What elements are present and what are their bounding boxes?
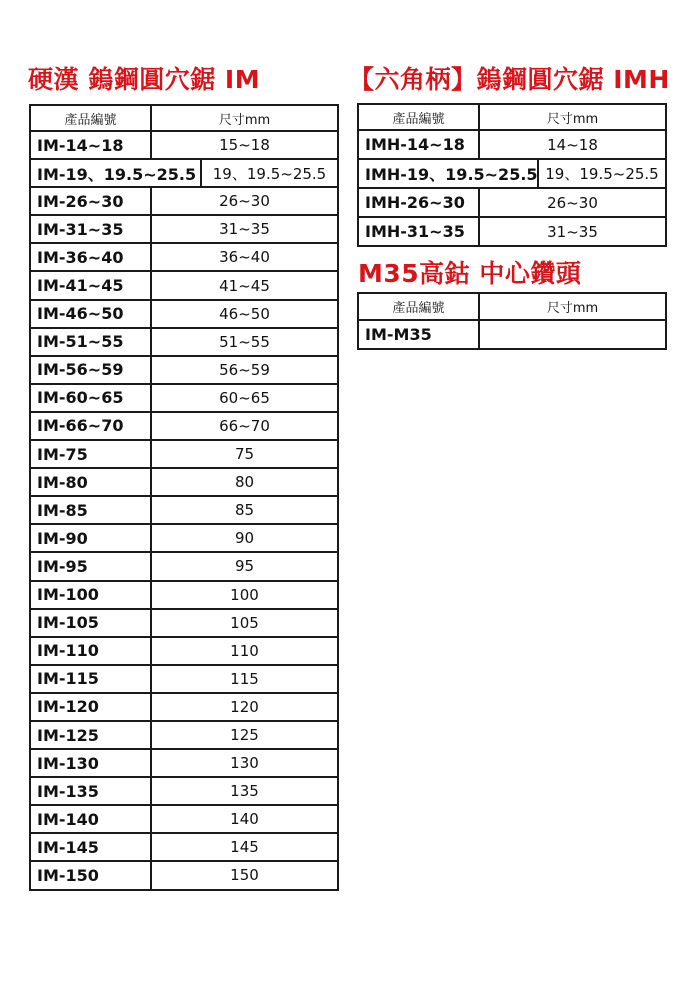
table-row-split xyxy=(30,159,338,187)
product-code: IM-110 xyxy=(30,637,151,665)
table-row xyxy=(30,861,338,889)
product-code: IM-115 xyxy=(30,665,151,693)
table-row xyxy=(30,131,338,159)
table-header-row xyxy=(30,105,338,131)
table-row xyxy=(30,721,338,749)
table-row xyxy=(30,243,338,271)
table-row xyxy=(30,412,338,440)
table-row xyxy=(30,609,338,637)
product-code: IM-60~65 xyxy=(30,384,151,412)
product-size: 135 xyxy=(151,777,338,805)
product-size: 140 xyxy=(151,805,338,833)
product-size: 125 xyxy=(151,721,338,749)
table-row-split xyxy=(358,159,666,188)
product-size: 150 xyxy=(151,861,338,889)
imh-spec-table xyxy=(357,103,667,247)
product-size: 36~40 xyxy=(151,243,338,271)
table-row xyxy=(30,496,338,524)
product-code: IM-135 xyxy=(30,777,151,805)
product-size: 31~35 xyxy=(151,215,338,243)
product-code: IM-26~30 xyxy=(30,187,151,215)
product-size: 46~50 xyxy=(151,300,338,328)
product-code: IM-56~59 xyxy=(30,356,151,384)
product-size: 41~45 xyxy=(151,271,338,299)
table-header-row xyxy=(358,293,666,320)
product-size: 110 xyxy=(151,637,338,665)
table-row xyxy=(30,833,338,861)
product-code: IM-85 xyxy=(30,496,151,524)
table-row xyxy=(30,777,338,805)
product-code: IM-130 xyxy=(30,749,151,777)
product-size: 51~55 xyxy=(151,328,338,356)
product-code: IM-31~35 xyxy=(30,215,151,243)
product-code: IM-95 xyxy=(30,552,151,580)
product-size: 19、19.5~25.5 xyxy=(545,165,659,183)
product-code: IM-41~45 xyxy=(30,271,151,299)
header-code: 產品編號 xyxy=(358,104,479,130)
table-row xyxy=(30,384,338,412)
product-code: IM-46~50 xyxy=(30,300,151,328)
table-row xyxy=(358,188,666,217)
table-row xyxy=(30,271,338,299)
header-size: 尺寸mm xyxy=(479,293,666,320)
product-size: 90 xyxy=(151,524,338,552)
header-size: 尺寸mm xyxy=(479,104,666,130)
product-code: IM-51~55 xyxy=(30,328,151,356)
table-row xyxy=(358,130,666,159)
product-code: IMH-19、19.5~25.5 xyxy=(359,160,539,187)
product-size: 85 xyxy=(151,496,338,524)
table-row xyxy=(30,749,338,777)
product-size: 56~59 xyxy=(151,356,338,384)
m35-spec-table xyxy=(357,292,667,350)
product-size: 145 xyxy=(151,833,338,861)
product-size: 31~35 xyxy=(479,217,666,246)
product-code: IM-75 xyxy=(30,440,151,468)
product-code: IM-80 xyxy=(30,468,151,496)
product-size xyxy=(479,320,666,349)
product-size: 120 xyxy=(151,693,338,721)
product-size: 115 xyxy=(151,665,338,693)
table-row xyxy=(30,693,338,721)
product-code: IM-120 xyxy=(30,693,151,721)
product-size: 95 xyxy=(151,552,338,580)
product-size: 26~30 xyxy=(151,187,338,215)
product-code: IMH-26~30 xyxy=(358,188,479,217)
product-size: 100 xyxy=(151,581,338,609)
table-row xyxy=(30,805,338,833)
header-size: 尺寸mm xyxy=(151,105,338,131)
im-spec-table xyxy=(29,104,339,891)
product-code: IM-66~70 xyxy=(30,412,151,440)
table-row xyxy=(30,552,338,580)
product-code: IM-145 xyxy=(30,833,151,861)
table-row xyxy=(30,356,338,384)
product-size: 60~65 xyxy=(151,384,338,412)
product-size: 75 xyxy=(151,440,338,468)
product-code: IM-150 xyxy=(30,861,151,889)
table-row xyxy=(30,187,338,215)
title-im: 硬漢 鎢鋼圓穴鋸 IM xyxy=(28,65,261,94)
table-header-row xyxy=(358,104,666,130)
title-imh: 【六角柄】鎢鋼圓穴鋸 IMH xyxy=(349,65,670,94)
title-m35: M35高鈷 中心鑽頭 xyxy=(358,259,582,288)
table-row xyxy=(30,440,338,468)
product-size: 15~18 xyxy=(151,131,338,159)
product-code: IM-14~18 xyxy=(30,131,151,159)
table-row xyxy=(30,328,338,356)
product-code: IM-125 xyxy=(30,721,151,749)
product-code: IM-140 xyxy=(30,805,151,833)
product-size: 105 xyxy=(151,609,338,637)
table-row xyxy=(30,300,338,328)
product-size: 66~70 xyxy=(151,412,338,440)
table-row xyxy=(358,217,666,246)
table-row xyxy=(30,215,338,243)
table-row xyxy=(30,581,338,609)
product-size: 80 xyxy=(151,468,338,496)
product-size: 19、19.5~25.5 xyxy=(212,164,327,183)
product-code: IM-36~40 xyxy=(30,243,151,271)
product-size: 130 xyxy=(151,749,338,777)
product-code: IM-M35 xyxy=(358,320,479,349)
table-row xyxy=(30,637,338,665)
header-code: 產品編號 xyxy=(358,293,479,320)
product-code: IM-90 xyxy=(30,524,151,552)
product-size: 26~30 xyxy=(479,188,666,217)
table-row xyxy=(30,524,338,552)
product-code: IMH-14~18 xyxy=(358,130,479,159)
product-size: 14~18 xyxy=(479,130,666,159)
product-code: IM-19、19.5~25.5 xyxy=(31,160,202,186)
product-code: IM-100 xyxy=(30,581,151,609)
table-row xyxy=(30,665,338,693)
header-code: 產品編號 xyxy=(30,105,151,131)
product-code: IM-105 xyxy=(30,609,151,637)
product-code: IMH-31~35 xyxy=(358,217,479,246)
table-row xyxy=(358,320,666,349)
table-row xyxy=(30,468,338,496)
